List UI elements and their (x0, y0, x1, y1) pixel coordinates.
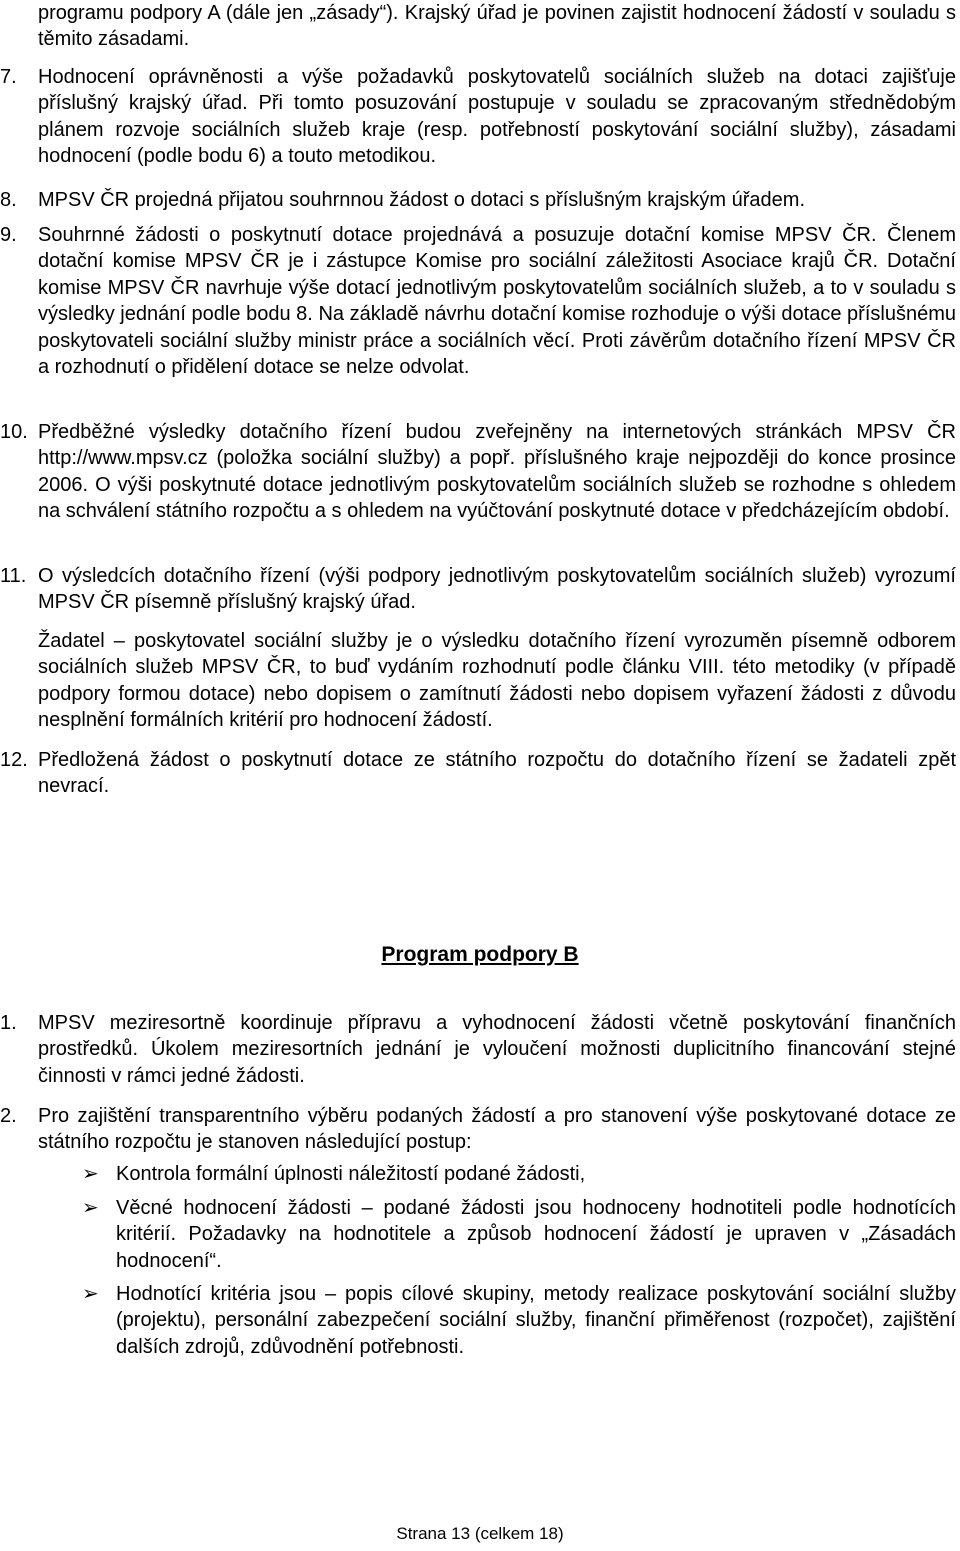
item-number: 11. (0, 565, 27, 587)
item-text: Žadatel – poskytovatel sociální služby je o výsledku dotačního řízení vyrozuměn písemně odborem sociálních služeb MPSV ČR, to buď vydáním rozhodnutí podle článku VIII. této metodiky (v případě podpory formou dotace) nebo dopisem o zamítnutí žádosti nebo dopisem vyřazení žádosti z důvodu nesplnění formálních kritérií pro hodnocení žádostí. (38, 630, 956, 732)
item-text: O výsledcích dotačního řízení (výši podpory jednotlivým poskytovatelům sociálních služeb) vyrozumí MPSV ČR písemně příslušný krajský úřad. (38, 565, 956, 614)
arrow-bullet-icon: ➢ (82, 1163, 99, 1185)
item-text: MPSV meziresortně koordinuje přípravu a vyhodnocení žádosti včetně poskytování finančních prostředků. Úkolem meziresortních jednání je vyloučení možnosti duplicitního financování stejné činnosti v rámci jedné žádosti. (38, 1012, 956, 1087)
arrow-bullet-icon: ➢ (82, 1283, 99, 1305)
item-text: Předběžné výsledky dotačního řízení budou zveřejněny na internetových stránkách MPSV ČR http://www.mpsv.cz (položka sociální služby) a popř. příslušného kraje nejpozději do konce prosince 2006. O výši poskytnuté dotace jednotlivým poskytovatelům sociálních služeb se rozhodne s ohledem na schválení státního rozpočtu a s ohledem na vyúčtování poskytnuté dotace v předcházejícím období. (38, 421, 956, 523)
continuation-paragraph: programu podpory A (dále jen „zásady“). Krajský úřad je povinen zajistit hodnocení žádostí v souladu s těmito zásadami. (38, 2, 956, 51)
page-footer: Strana 13 (celkem 18) (396, 1524, 564, 1543)
item-number: 8. (0, 189, 17, 211)
section-heading: Program podpory B (381, 943, 579, 966)
bullet-text: Věcné hodnocení žádosti – podané žádosti jsou hodnoceny hodnotiteli podle hodnotících kritérií. Požadavky na hodnotitele a způsob hodnocení žádostí je upraven v „Zásadách hodnocení“. (116, 1197, 956, 1272)
item-text: Pro zajištění transparentního výběru podaných žádostí a pro stanovení výše poskytované dotace ze státního rozpočtu je stanoven následující postup: (38, 1105, 956, 1154)
item-number: 12. (0, 749, 28, 771)
item-text: Souhrnné žádosti o poskytnutí dotace projednává a posuzuje dotační komise MPSV ČR. Členem dotační komise MPSV ČR je i zástupce Komise pro sociální záležitosti Asociace krajů ČR. Dotační komise MPSV ČR navrhuje výše dotací jednotlivým poskytovatelům sociálních služeb, a to v souladu s výsledky jednání podle bodu 8. Na základě návrhu dotační komise rozhoduje o výši dotace příslušnému poskytovateli sociální služby ministr práce a sociálních věcí. Proti závěrům dotačního řízení MPSV ČR a rozhodnutí o přidělení dotace se nelze odvolat. (38, 224, 956, 379)
item-number: 10. (0, 421, 28, 443)
arrow-bullet-icon: ➢ (82, 1197, 99, 1219)
item-number: 2. (0, 1105, 17, 1127)
item-text: Hodnocení oprávněnosti a výše požadavků poskytovatelů sociálních služeb na dotaci zajišťuje příslušný krajský úřad. Při tomto posuzování postupuje v souladu se zpracovaným střednědobým plánem rozvoje sociálních služeb kraje (resp. potřebností poskytování sociální služby), zásadami hodnocení (podle bodu 6) a touto metodikou. (38, 66, 956, 168)
item-number: 1. (0, 1012, 17, 1034)
bullet-text: Hodnotící kritéria jsou – popis cílové skupiny, metody realizace poskytování sociální služby (projektu), personální zabezpečení sociální služby, finanční přiměřenost (rozpočet), zajištění dalších zdrojů, zdůvodnění potřebnosti. (116, 1283, 956, 1358)
item-number: 7. (0, 66, 17, 88)
bullet-text: Kontrola formální úplnosti náležitostí podané žádosti, (116, 1163, 586, 1185)
item-text: Předložená žádost o poskytnutí dotace ze státního rozpočtu do dotačního řízení se žadateli zpět nevrací. (38, 749, 956, 798)
item-number: 9. (0, 224, 17, 246)
item-text: MPSV ČR projedná přijatou souhrnnou žádost o dotaci s příslušným krajským úřadem. (38, 189, 806, 211)
